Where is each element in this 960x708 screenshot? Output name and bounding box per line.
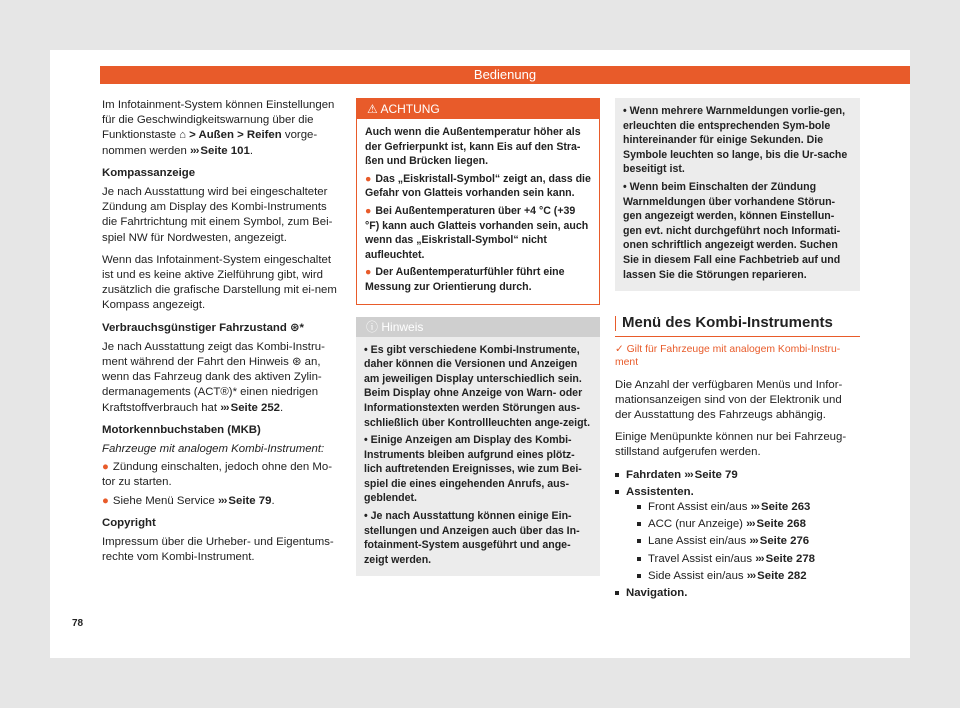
list-item: Navigation. [615, 586, 860, 601]
section-title: Menü des Kombi-Instruments [615, 315, 860, 337]
menus-paragraph-1: Die Anzahl der verfügbaren Menüs und Infor-mationsanzeigen sind von der Elektronik und der Ausstattung des Fahrzeugs abhängig. [615, 378, 843, 422]
eco-heading: Verbrauchsgünstiger Fahrzustand ⊛* [102, 321, 304, 334]
right-column [615, 98, 860, 603]
note-body: • Es gibt verschiedene Kombi-Instrumente, daher können die Versionen und Anzeigen am jeweiligen Display unterschiedlich sein. Beim Display ohne Anzeige von Warn- oder Informationstexten werden Störungen aus-schließlich über Kontrollleuchten ange-zeigt. • Einige Anzeigen am Display des Kombi-Instruments bleiben aufgrund eines plötz-lich auftretenden Ereignisses, wie zum Bei-spiel die eines eingehenden Anrufs, aus-geblendet. • Je nach Ausstattung können einige Ein-stellungen und Anzeigen auch über das In-fotainment-System ausgeführt und ange-zeigt werden. [364, 343, 591, 566]
manual-page [50, 50, 910, 658]
bullet-icon: ● [365, 172, 372, 185]
copyright-heading: Copyright [102, 516, 156, 529]
bullet-icon: ● [102, 494, 109, 507]
page-reference[interactable]: Seite 252 [230, 401, 280, 414]
reference-arrows: ››› [746, 569, 756, 582]
page-reference[interactable]: Seite 101 [200, 144, 250, 157]
section-header: Bedienung [100, 66, 910, 84]
engine-code-step-1: ● Zündung einschalten, jedoch ohne den Mo-tor zu starten. [102, 461, 332, 489]
eco-icon: ⊛ [291, 356, 302, 369]
warning-box [356, 98, 600, 305]
page-number: 78 [72, 618, 84, 629]
reference-arrows: ››› [220, 401, 229, 414]
note-box [356, 317, 600, 577]
compass-paragraph-1: Je nach Ausstattung wird bei eingeschalteter Zündung am Display des Kombi-Instruments die Fahrtrichtung mit einem Symbol, zum Bei-spiel NW für Nordwesten, angezeigt. [102, 186, 333, 244]
car-icon: ⌂ [179, 129, 186, 142]
engine-code-step-2: ● Siehe Menü Service ››› Seite 79. [102, 494, 275, 507]
bullet-icon: ● [365, 204, 372, 217]
list-item: Lane Assist ein/aus ››› Seite 276 [637, 534, 860, 549]
bullet-icon: • [364, 343, 371, 356]
warning-body: Auch wenn die Außentemperatur höher als der Gefrierpunkt ist, kann Eis auf den Stra-ßen und Brücken liegen. ● Das „Eiskristall-Symbol“ zeigt an, dass die Gefahr von Glatteis vorhanden sein kann. ● Bei Außentemperaturen über +4 °C (+39 °F) kann auch Glatteis vorhanden sein, auch wenn das „Eiskristall-Symbol“ nicht aufleuchtet. ● Der Außentemperaturfühler führt eine Messung zur Orientierung durch. [365, 126, 591, 293]
info-icon: ⓘ [366, 319, 379, 334]
reference-arrows: ››› [684, 468, 693, 481]
bullet-icon: • [364, 434, 371, 447]
page-reference[interactable]: Seite 79 [228, 494, 272, 507]
middle-column [356, 98, 600, 576]
compass-paragraph-2: Wenn das Infotainment-System eingeschaltet ist und es keine aktive Zielführung gibt, wird zusätzlich die grafische Darstellung mit ei-nem Kompass angezeigt. [102, 253, 337, 312]
list-item: Travel Assist ein/aus ››› Seite 278 [637, 552, 860, 567]
page-reference[interactable]: Seite 282 [757, 569, 807, 582]
page-reference[interactable]: Seite 263 [760, 501, 811, 514]
compass-heading: Kompassanzeige [102, 166, 196, 179]
bullet-icon: ● [102, 461, 109, 474]
page-reference[interactable]: Seite 278 [765, 552, 816, 565]
applies-to-note: ✓ Gilt für Fahrzeuge mit analogem Kombi-Instru-ment [615, 343, 841, 368]
list-item: Front Assist ein/aus ››› Seite 263 [637, 500, 860, 515]
engine-code-heading: Motorkennbuchstaben (MKB) [102, 423, 261, 436]
reference-arrows: ››› [218, 494, 227, 507]
assistant-sublist [626, 500, 860, 584]
bullet-icon: • [623, 105, 630, 117]
page-reference[interactable]: Seite 276 [759, 535, 810, 548]
bullet-icon: • [364, 510, 371, 523]
bullet-icon: • [623, 180, 630, 193]
reference-arrows: ››› [755, 552, 764, 565]
reference-arrows: ››› [190, 144, 199, 157]
reference-arrows: ››› [750, 501, 759, 514]
bullet-icon: ● [365, 266, 372, 279]
menus-paragraph-2: Einige Menüpunkte können nur bei Fahrzeug-stillstand aufgerufen werden. [615, 431, 847, 459]
checkmark-icon: ✓ [615, 343, 627, 355]
list-item: Fahrdaten ››› Seite 79 [615, 468, 860, 483]
list-item: Side Assist ein/aus ››› Seite 282 [637, 569, 860, 584]
copyright-paragraph: Impressum über die Urheber- und Eigentums-rechte vom Kombi-Instrument. [102, 536, 334, 564]
reference-arrows: ››› [746, 518, 755, 531]
speed-warning-paragraph: Im Infotainment-System können Einstellungen für die Geschwindigkeitswarnung über die Funktionstaste ⌂ > Außen > Reifen vorge-nommen werden ››› Seite 101. [102, 99, 335, 157]
note-continuation: • Wenn mehrere Warnmeldungen vorlie-gen, erleuchten die entsprechenden Sym-bole hintereinander für einige Sekunden. Die Symbole leuchten so lange, bis die Ur-sache beseitigt ist. • Wenn beim Einschalten der Zündung Warnmeldungen über vorhandene Störun-gen angezeigt werden, können Einstellun-gen evt. nicht durchgeführt noch Informati-onen schriftlich angezeigt werden. Suchen Sie in diesem Fall eine Fachbetrieb auf und lassen Sie die Störungen reparieren. [615, 98, 860, 291]
note-title: ⓘ Hinweis [356, 317, 600, 337]
list-item: ACC (nur Anzeige) ››› Seite 268 [637, 517, 860, 532]
eco-paragraph: Je nach Ausstattung zeigt das Kombi-Instru-ment während der Fahrt den Hinweis ⊛ an, wenn das Fahrzeug dank des aktiven Zylin-dermanagements (ACT®)* einen niedrigen Kraftstoffverbrauch hat ››› Seite 252. [102, 340, 325, 414]
warning-title: ⚠ ACHTUNG [357, 99, 599, 119]
page-reference[interactable]: Seite 268 [756, 518, 806, 531]
left-column [102, 98, 342, 572]
eco-icon: ⊛ [290, 321, 300, 334]
warning-triangle-icon: ⚠ [367, 102, 378, 116]
list-item: Assistenten. Front Assist ein/aus ››› Seite 263 ACC (nur Anzeige) ››› Seite 268 Lane Assist ein/aus ››› Seite 276 Travel Assist ein/aus ››› Seite 278 Side Assist ein/aus ››› Seite 282 [615, 485, 860, 584]
reference-arrows: ››› [749, 535, 758, 548]
menu-list [615, 468, 860, 602]
engine-code-condition: Fahrzeuge mit analogem Kombi-Instrument: [102, 443, 325, 456]
page-reference[interactable]: Seite 79 [694, 468, 738, 481]
